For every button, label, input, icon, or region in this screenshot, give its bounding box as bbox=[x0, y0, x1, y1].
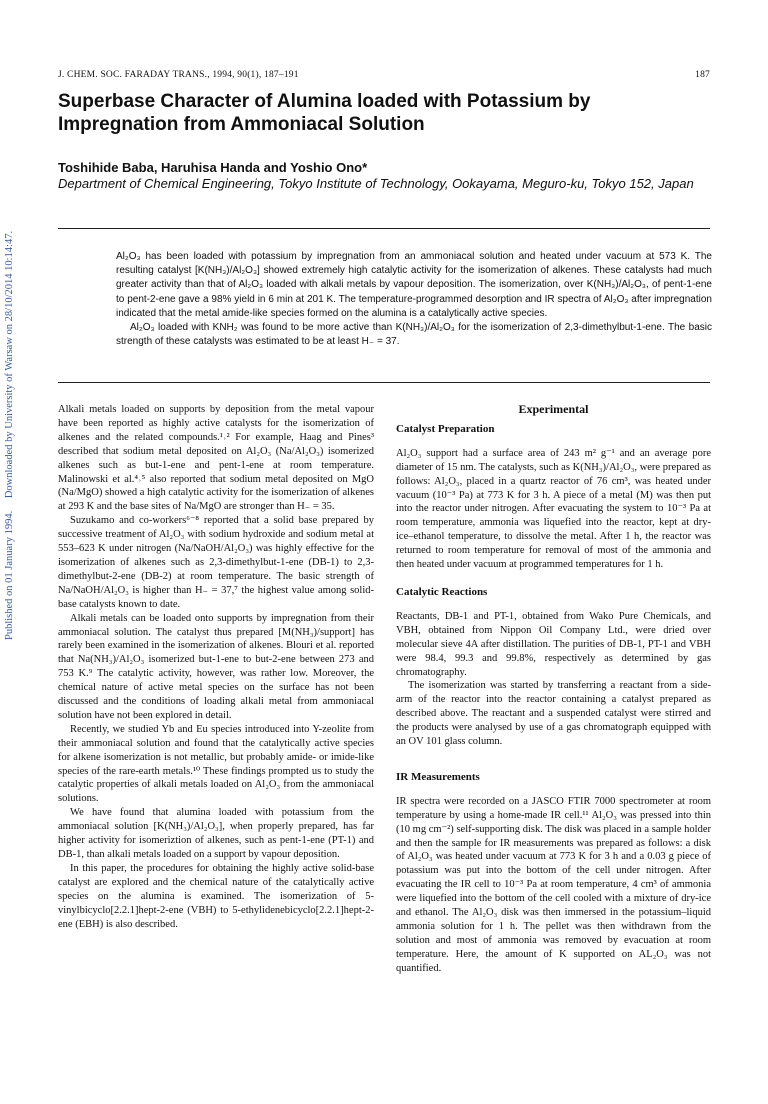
body-paragraph: We have found that alumina loaded with potassium from the ammoniacal solution [K(NH₃)/Al₂O₃], when properly prepared, has far higher activity for isomeriztion of alkenes, such as pent-1-ene (PT-1) and DB-1, than alkali metals loaded on a support by vapour deposition. bbox=[58, 807, 374, 860]
body-paragraph: Suzukamo and co-workers⁶⁻⁸ reported that a solid base prepared by successive treatment of Al₂O₃ with sodium hydroxide and sodium metal at 553–623 K under nitrogen (Na/NaOH/Al₂O₃) was highly effective for the isomerization of alkenes such as 2,3-dimethylbut-1-ene (DB-1) to 2,3-dimethylbut-2-ene (DB-2) at room temperature. The basic strength of Na/NaOH/Al₂O₃ is higher than H₋ = 37,⁷ the highest value among solid-base catalysts known to date. bbox=[58, 515, 374, 610]
published-note: Published on 01 January 1994. bbox=[4, 510, 15, 640]
subsection-heading: IR Measurements bbox=[396, 770, 480, 783]
body-paragraph: Alkali metals can be loaded onto supports by impregnation from their ammoniacal solution. The catalyst thus prepared [M(NH₃)/support] has rarely been examined in the isomerization of alkenes. Blouri et al. reported that Na(NH₃)/Al₂O₃ isomerized but-1-ene to but-2-ene between 273 and 753 K.⁹ The catalytic activity, however, was rather low. Moreover, the chemical nature of active metal species on the surface has not been discussed and the conditions of loading alkali metal from ammoniacal solution have not been explored in detail. bbox=[58, 612, 374, 721]
body-paragraph: IR spectra were recorded on a JASCO FTIR 7000 spectrometer at room temperature by using a home-made IR cell.¹¹ Al₂O₃ was pressed into thin (10 mg cm⁻²) self-supporting disk. The disk was placed in a sample holder and then the sample for IR measurements was prepared as follows: a disk of Al₂O₃ was heated under vacuum at 773 K for 3 h and a 0.03 g piece of potassium was put into the bottom of the cell under nitrogen. After evacuating the IR cell to 10⁻³ Pa at room temperature, 4 cm³ of ammonia were liquefied into the bottom of the cell cooled with a mixture of dry-ice and ethanol. The Al₂O₃ disk was then immersed in the potassium–liquid ammonia solution for 1 h. The pellet was then withdrawn from the solution and most of ammonia was removed by evacuation at room temperature. Here, the amount of K supported on AL₂O₃ was not quantified. bbox=[396, 795, 711, 974]
right-column bbox=[396, 403, 711, 976]
body-paragraph: The isomerization was started by transferring a reactant from a side-arm of the reactor into the reactor containing a catalyst prepared as described above. The reactant and a suspended catalyst were stirred and the products were analysed by use of a gas chromatograph equipped with an OV 101 glass column. bbox=[396, 680, 711, 748]
body-paragraph: In this paper, the procedures for obtaining the highly active solid-base catalyst are explored and the chemical nature of the catalytically active species on the alumina is examined. The isomerization of 5-vinylbicyclo[2.2.1]hept-2-ene (VBH) to 5-ethylidenebicyclo[2.2.1]hept-2-ene (EBH) is also described. bbox=[58, 862, 374, 930]
journal-citation: J. CHEM. SOC. FARADAY TRANS., 1994, 90(1), 187–191 bbox=[58, 70, 299, 80]
affiliation: Department of Chemical Engineering, Tokyo Institute of Technology, Ookayama, Meguro-ku, Tokyo 152, Japan bbox=[58, 176, 694, 191]
rule-top bbox=[58, 228, 710, 229]
subsection-heading: Catalytic Reactions bbox=[396, 585, 488, 598]
body-paragraph: Alkali metals loaded on supports by deposition from the metal vapour have been reported as highly active catalysts for the isomerization of alkenes and the related compounds.¹˒² For example, Haag and Pines³ described that sodium metal deposited on Al₂O₃ (Na/Al₂O₃) isomerized alkenes such as but-1-ene and pent-1-ene at room temperature. Malinowski et al.⁴˒⁵ also reported that sodium metal deposited on MgO (Na/MgO) showed a high catalytic activity for the isomerization of alkenes at 293 K and the base sites of Na/MgO are stronger than H₋ = 35. bbox=[58, 404, 374, 513]
page-number: 187 bbox=[695, 70, 710, 80]
body-paragraph: Recently, we studied Yb and Eu species introduced into Y-zeolite from their ammoniacal solution and found that the catalytically active species for alkene isomerization is not metallic, but probably amide- or imide-like species of the rare-earth metals.¹⁰ These findings prompted us to study the catalytic properties of alkali metals loaded on Al₂O₃ from the ammoniacal solutions. bbox=[58, 723, 374, 805]
paper-title: Superbase Character of Alumina loaded with Potassium by Impregnation from Ammoniacal Solution bbox=[58, 91, 591, 135]
body-paragraph: Al₂O₃ support had a surface area of 243 m² g⁻¹ and an average pore diameter of 15 nm. The catalysts, such as K(NH₃)/Al₂O₃, were prepared as follows: Al₂O₃, placed in a quartz reactor of 76 cm³, was heated under vacuum (10⁻³ Pa) at 773 K for 3 h. A piece of a metal (M) was then put into the reactor under nitrogen. After evacuating the system to 10⁻³ Pa at room temperature, ammonia was liquefied into the reactor, kept at dry-ice–ethanol temperature, to dissolve the metal. After 1 h, the reactor was returned to room temperature for removal of most of the ammonia and then heated under vacuum at programmed temperatures for 1 h. bbox=[396, 447, 711, 571]
body-paragraph: Reactants, DB-1 and PT-1, obtained from Wako Pure Chemicals, and VBH, obtained from Nippon Oil Company Ltd., were dried over molecular sieve 4A after distillation. The purities of DB-1, PT-1 and VBH were 98.4, 99.3 and 99.8%, respectively as determined by gas chromatography. bbox=[396, 610, 711, 678]
abstract-paragraph: Al₂O₃ loaded with KNH₂ was found to be more active than K(NH₃)/Al₂O₃ for the isomerization of 2,3-dimethylbut-1-ene. The basic strength of these catalysts was estimated to be at least H₋ = 37. bbox=[116, 322, 712, 348]
author-list: Toshihide Baba, Haruhisa Handa and Yoshio Ono* bbox=[58, 160, 368, 175]
rule-bottom bbox=[58, 382, 710, 383]
side-watermark bbox=[4, 220, 15, 640]
subsection-heading: Catalyst Preparation bbox=[396, 422, 495, 435]
abstract bbox=[116, 250, 712, 349]
download-note: Downloaded by University of Warsaw on 28/10/2014 10:14:47. bbox=[4, 230, 15, 499]
left-column bbox=[58, 403, 374, 931]
section-heading: Experimental bbox=[518, 402, 589, 416]
abstract-paragraph: Al₂O₃ has been loaded with potassium by impregnation from an ammoniacal solution and heated under vacuum at 573 K. The resulting catalyst [K(NH₃)/Al₂O₃] showed extremely high catalytic activity for the isomerization of alkenes. These catalysts had much greater activity than that of Al₂O₃ loaded with alkali metals by vapour deposition. The isomerization, over K(NH₃)/Al₂O₃, of pent-1-ene to pent-2-ene gave a 98% yield in 6 min at 201 K. The temperature-programmed desorption and IR spectra of Al₂O₃ after impregnation indicated that the metal amide-like species formed on the alumina is a catalytically active species. bbox=[116, 251, 712, 319]
running-header bbox=[58, 70, 710, 80]
